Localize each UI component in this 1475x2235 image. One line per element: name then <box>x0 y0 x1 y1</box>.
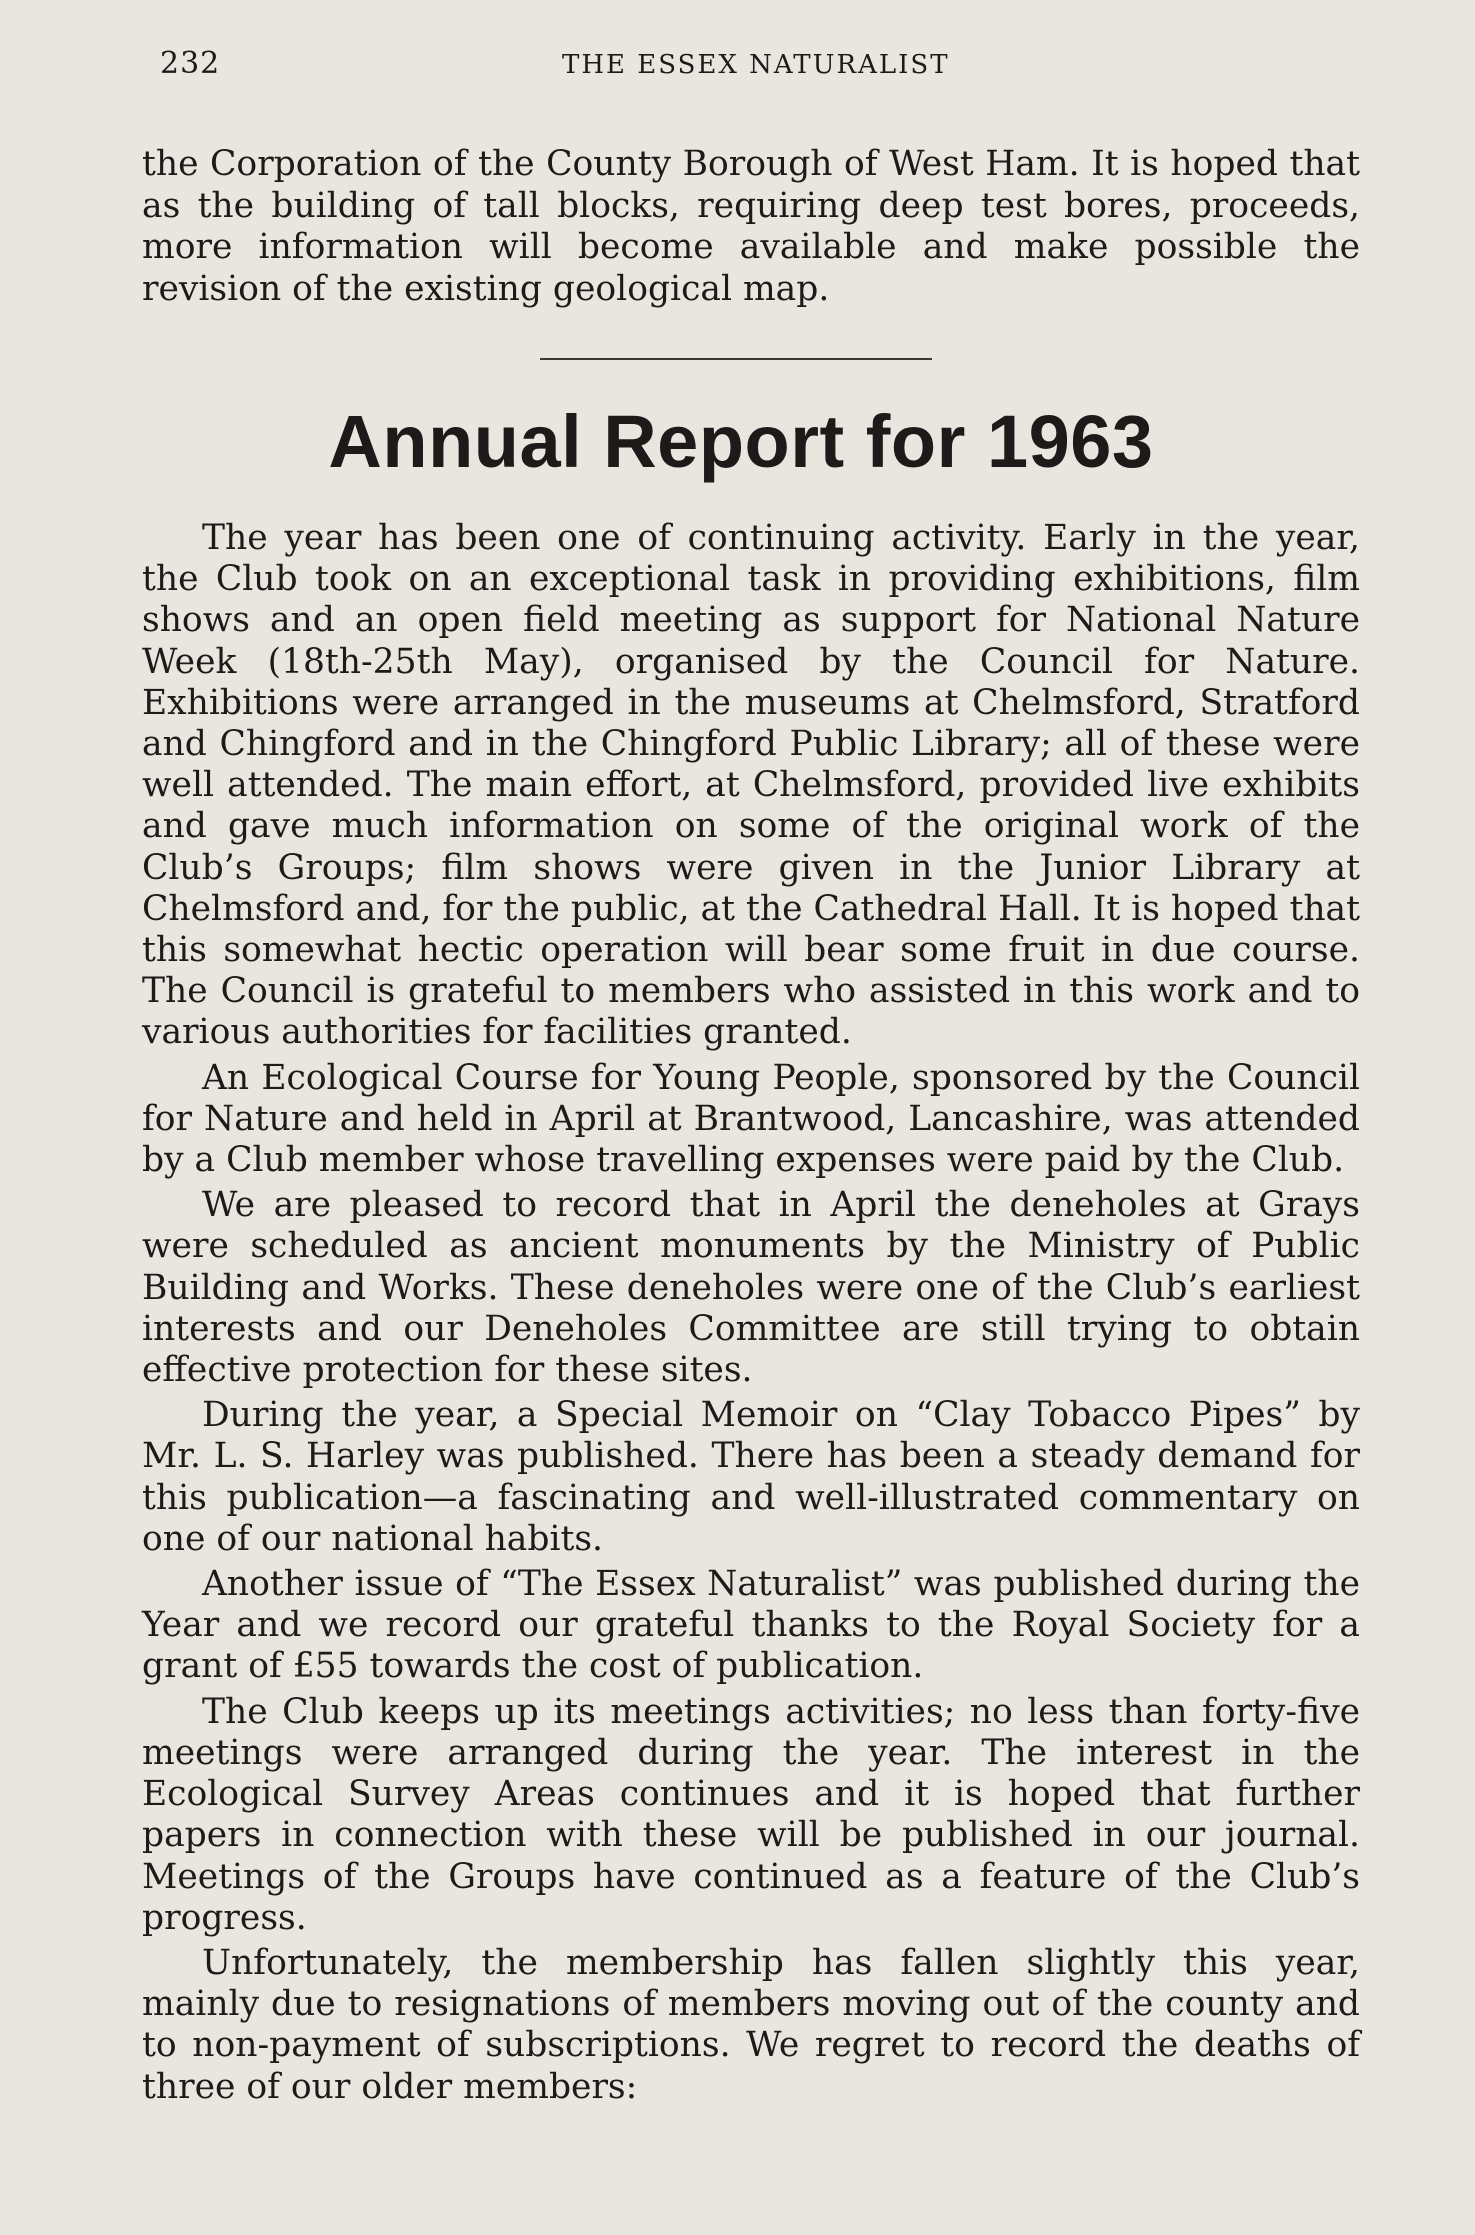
report-title: Annual Report for 1963 <box>328 400 1154 483</box>
report-paragraph-7: Unfortunately, the membership has fallen slightly this year, mainly due to resignations of members moving out of the county and to non-payment of subscriptions. We regret to record the deaths of three of our older members: <box>142 1942 1360 2107</box>
report-paragraph-1: The year has been one of continuing activity. Early in the year, the Club took on an exceptional task in providing exhibitions, film shows and an open field meeting as support for National Nature Week (18th-25th May), organised by the Council for Nature. Exhibitions were arranged in the museums at Chelmsford, Stratford and Chingford and in the Chingford Public Library; all of these were well attended. The main effort, at Chelmsford, provided live exhibits and gave much information on some of the original work of the Club’s Groups; film shows were given in the Junior Library at Chelmsford and, for the public, at the Cathedral Hall. It is hoped that this somewhat hectic operation will bear some fruit in due course. The Council is grateful to members who assisted in this work and to various authorities for facilities granted. <box>142 518 1360 1053</box>
journal-title: THE ESSEX NATURALIST <box>562 50 950 80</box>
report-paragraph-6: The Club keeps up its meetings activities; no less than forty-five meetings were arranged during the year. The interest in the Ecological Survey Areas continues and it is hoped that further papers in connection with these will be published in our journal. Meetings of the Groups have continued as a feature of the Club’s progress. <box>142 1691 1360 1938</box>
report-paragraph-5: Another issue of “The Essex Naturalist” was published during the Year and we record our grateful thanks to the Royal Society for a grant of £55 towards the cost of publication. <box>142 1564 1360 1687</box>
section-divider <box>540 358 932 360</box>
report-paragraph-3: We are pleased to record that in April the deneholes at Grays were scheduled as ancient monuments by the Ministry of Public Building and Works. These deneholes were one of the Club’s earliest interests and our Deneholes Committee are still trying to obtain effective protection for these sites. <box>142 1185 1360 1391</box>
running-header <box>142 30 1360 80</box>
document-page <box>142 30 1360 2210</box>
report-paragraph-4: During the year, a Special Memoir on “Clay Tobacco Pipes” by Mr. L. S. Harley was published. There has been a steady demand for this publication—a fascinating and well-illustrated commentary on one of our national habits. <box>142 1395 1360 1559</box>
page-number: 232 <box>160 46 221 81</box>
intro-paragraph: the Corporation of the County Borough of West Ham. It is hoped that as the building of tall blocks, requiring deep test bores, proceeds, more information will become available and make possible the revision of the existing geological map. <box>142 144 1360 309</box>
report-paragraph-2: An Ecological Course for Young People, sponsored by the Council for Nature and held in April at Brantwood, Lancashire, was attended by a Club member whose travelling expenses were paid by the Club. <box>142 1057 1360 1181</box>
